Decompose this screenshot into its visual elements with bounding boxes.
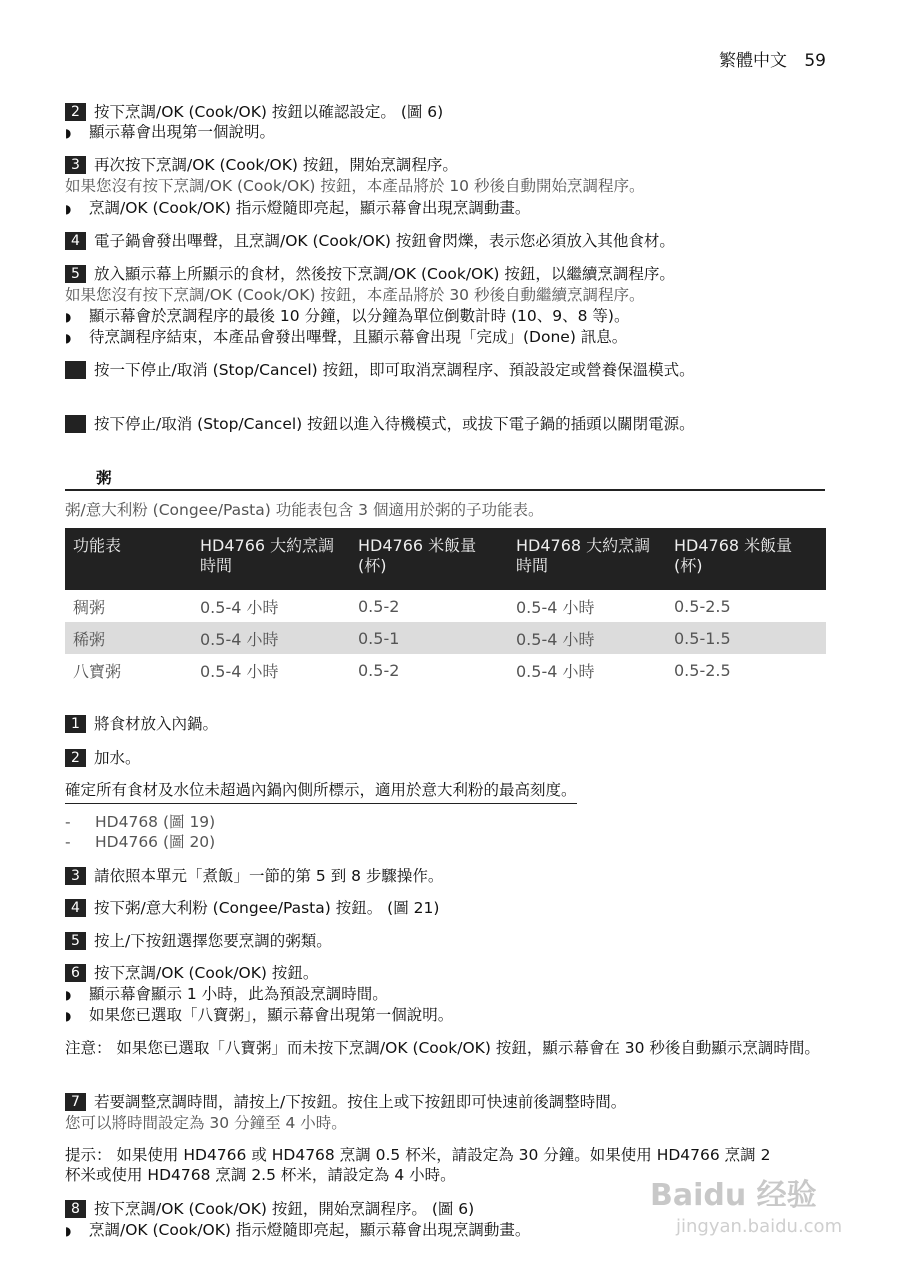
step-number: 4 bbox=[65, 232, 86, 250]
table-cell: 稀粥 bbox=[65, 622, 192, 654]
table-cell: 0.5-2 bbox=[358, 596, 400, 616]
step-number: 3 bbox=[65, 867, 86, 885]
water-level-note: 確定所有食材及水位未超過內鍋內側所標示，適用於意大利粉的最高刻度。 bbox=[65, 780, 577, 804]
step-4b bbox=[65, 898, 825, 918]
step-number: 3 bbox=[65, 156, 86, 174]
dash: - bbox=[65, 813, 71, 831]
table-header: HD4766 米飯量 (杯) bbox=[350, 528, 508, 590]
note-text: 注意： 如果您已選取「八寶粥」而未按下烹調/OK (Cook/OK) 按鈕，顯示幕會在 30 秒後自動顯示烹調時間。 bbox=[65, 1039, 820, 1057]
table-cell: 0.5-4 小時 bbox=[516, 597, 595, 617]
table-row bbox=[65, 622, 826, 654]
table-cell: 0.5-4 小時 bbox=[516, 661, 595, 681]
step-7b bbox=[65, 1092, 825, 1112]
bullet-icon: ◗ bbox=[65, 331, 72, 345]
table-cell: 0.5-1 bbox=[350, 622, 508, 654]
step-3b bbox=[65, 866, 825, 886]
section-title: 粥 bbox=[96, 469, 112, 487]
table-cell: 0.5-4 小時 bbox=[192, 622, 350, 654]
step-5b bbox=[65, 931, 825, 951]
bullet-item: ◗ 顯示幕會出現第一個說明。 bbox=[65, 123, 276, 141]
page-header bbox=[719, 46, 826, 71]
step-text: 按下停止/取消 (Stop/Cancel) 按鈕以進入待機模式，或拔下電子鍋的插頭以關閉電源。 bbox=[94, 415, 695, 433]
table-row bbox=[65, 590, 826, 622]
tip-text: 提示： 如果使用 HD4766 或 HD4768 烹調 0.5 杯米，請設定為 30 分鐘。如果使用 HD4766 烹調 2 杯米或使用 HD4768 烹調 2.5 杯米，請設定為 4 小時。 bbox=[65, 1146, 771, 1184]
bullet-item: ◗ 烹調/OK (Cook/OK) 指示燈隨即亮起，顯示幕會出現烹調動畫。 bbox=[65, 199, 531, 217]
dash: - bbox=[65, 833, 71, 851]
step-number: 2 bbox=[65, 749, 86, 767]
table-cell: 0.5-2.5 bbox=[674, 660, 731, 680]
table-cell: 0.5-4 小時 bbox=[200, 661, 279, 681]
step-text: 若要調整烹調時間，請按上/下按鈕。按住上或下按鈕即可快速前後調整時間。 bbox=[94, 1093, 627, 1111]
model-item: - HD4766 (圖 20) bbox=[65, 833, 216, 851]
step-text: 按下粥/意大利粉 (Congee/Pasta) 按鈕。 (圖 21) bbox=[94, 899, 440, 917]
bullet-icon: ◗ bbox=[65, 126, 72, 140]
step-4 bbox=[65, 231, 825, 251]
step-text: 放入顯示幕上所顯示的食材，然後按下烹調/OK (Cook/OK) 按鈕，以繼續烹調程序。 bbox=[94, 265, 675, 283]
bullet-item: ◗ 如果您已選取「八寶粥」，顯示幕會出現第一個說明。 bbox=[65, 1006, 454, 1024]
table-cell: 0.5-1.5 bbox=[666, 622, 826, 654]
table-header: HD4766 大約烹調時間 bbox=[192, 528, 350, 590]
step-1 bbox=[65, 714, 825, 734]
table-cell: 0.5-2 bbox=[358, 660, 400, 680]
table-header-row bbox=[65, 528, 826, 590]
step-number: 1 bbox=[65, 715, 86, 733]
step-2b bbox=[65, 748, 825, 768]
step-number: 8 bbox=[65, 1200, 86, 1218]
bullet-item: ◗ 烹調/OK (Cook/OK) 指示燈隨即亮起，顯示幕會出現烹調動畫。 bbox=[65, 1221, 531, 1239]
step-number: 5 bbox=[65, 932, 86, 950]
table-cell: 0.5-4 小時 bbox=[200, 597, 279, 617]
step-text: 再次按下烹調/OK (Cook/OK) 按鈕，開始烹調程序。 bbox=[94, 156, 458, 174]
step-7 bbox=[56, 414, 819, 434]
step-number: 6 bbox=[65, 361, 86, 379]
step-number: 2 bbox=[65, 103, 86, 121]
bullet-icon: ◗ bbox=[65, 1009, 72, 1023]
table-header: HD4768 大約烹調時間 bbox=[508, 528, 666, 590]
step-text: 加水。 bbox=[94, 749, 141, 767]
bullet-item: ◗ 顯示幕會顯示 1 小時，此為預設烹調時間。 bbox=[65, 985, 388, 1003]
step-5 bbox=[65, 264, 825, 284]
step-note: 如果您沒有按下烹調/OK (Cook/OK) 按鈕，本產品將於 30 秒後自動繼續烹調程序。 bbox=[65, 286, 645, 304]
step-number: 6 bbox=[65, 964, 86, 982]
step-text: 將食材放入內鍋。 bbox=[94, 715, 219, 733]
step-text: 按下烹調/OK (Cook/OK) 按鈕以確認設定。 (圖 6) bbox=[94, 103, 444, 121]
bullet-item: ◗ 待烹調程序結束，本產品會發出嗶聲，且顯示幕會出現「完成」(Done) 訊息。 bbox=[65, 328, 628, 346]
step-note: 您可以將時間設定為 30 分鐘至 4 小時。 bbox=[65, 1114, 347, 1132]
model-item: - HD4768 (圖 19) bbox=[65, 813, 216, 831]
step-number: 4 bbox=[65, 899, 86, 917]
table-cell: 0.5-4 小時 bbox=[508, 622, 666, 654]
baidu-watermark-logo: Baidu 经验 bbox=[650, 1178, 817, 1213]
step-number: 5 bbox=[65, 265, 86, 283]
bullet-icon: ◗ bbox=[65, 310, 72, 324]
section-divider bbox=[65, 489, 825, 491]
step-text: 按下烹調/OK (Cook/OK) 按鈕，開始烹調程序。 (圖 6) bbox=[94, 1200, 475, 1218]
bullet-item: ◗ 顯示幕會於烹調程序的最後 10 分鐘，以分鐘為單位倒數計時 (10、9、8 等)。 bbox=[65, 307, 630, 325]
step-number: 7 bbox=[65, 1093, 86, 1111]
step-text: 按上/下按鈕選擇您要烹調的粥類。 bbox=[94, 932, 332, 950]
step-text: 按一下停止/取消 (Stop/Cancel) 按鈕，即可取消烹調程序、預設設定或營養保溫模式。 bbox=[94, 361, 695, 379]
table-row bbox=[65, 654, 826, 686]
baidu-watermark-url: jingyan.baidu.com bbox=[676, 1216, 843, 1237]
step-3 bbox=[65, 155, 825, 175]
step-6b bbox=[65, 963, 825, 983]
language-label: 繁體中文 bbox=[718, 51, 787, 71]
bullet-icon: ◗ bbox=[65, 988, 72, 1002]
section-intro: 粥/意大利粉 (Congee/Pasta) 功能表包含 3 個適用於粥的子功能表。 bbox=[65, 501, 544, 519]
step-note: 如果您沒有按下烹調/OK (Cook/OK) 按鈕，本產品將於 10 秒後自動開始烹調程序。 bbox=[65, 177, 645, 195]
cooking-time-table bbox=[65, 528, 826, 686]
bullet-icon: ◗ bbox=[65, 202, 72, 216]
step-number: 7 bbox=[65, 415, 86, 433]
step-text: 電子鍋會發出嗶聲，且烹調/OK (Cook/OK) 按鈕會閃爍，表示您必須放入其他食材。 bbox=[94, 232, 675, 250]
table-cell: 稠粥 bbox=[73, 597, 106, 617]
table-header: 功能表 bbox=[65, 528, 192, 590]
bullet-icon: ◗ bbox=[65, 1224, 72, 1238]
table-header: HD4768 米飯量 (杯) bbox=[666, 528, 826, 590]
step-6 bbox=[56, 360, 819, 380]
step-2 bbox=[65, 102, 825, 122]
table-cell: 0.5-2.5 bbox=[674, 596, 731, 616]
step-text: 請依照本單元「煮飯」一節的第 5 到 8 步驟操作。 bbox=[94, 867, 444, 885]
page-number: 59 bbox=[804, 51, 826, 71]
step-text: 按下烹調/OK (Cook/OK) 按鈕。 bbox=[94, 964, 319, 982]
table-cell: 八寶粥 bbox=[73, 661, 122, 681]
